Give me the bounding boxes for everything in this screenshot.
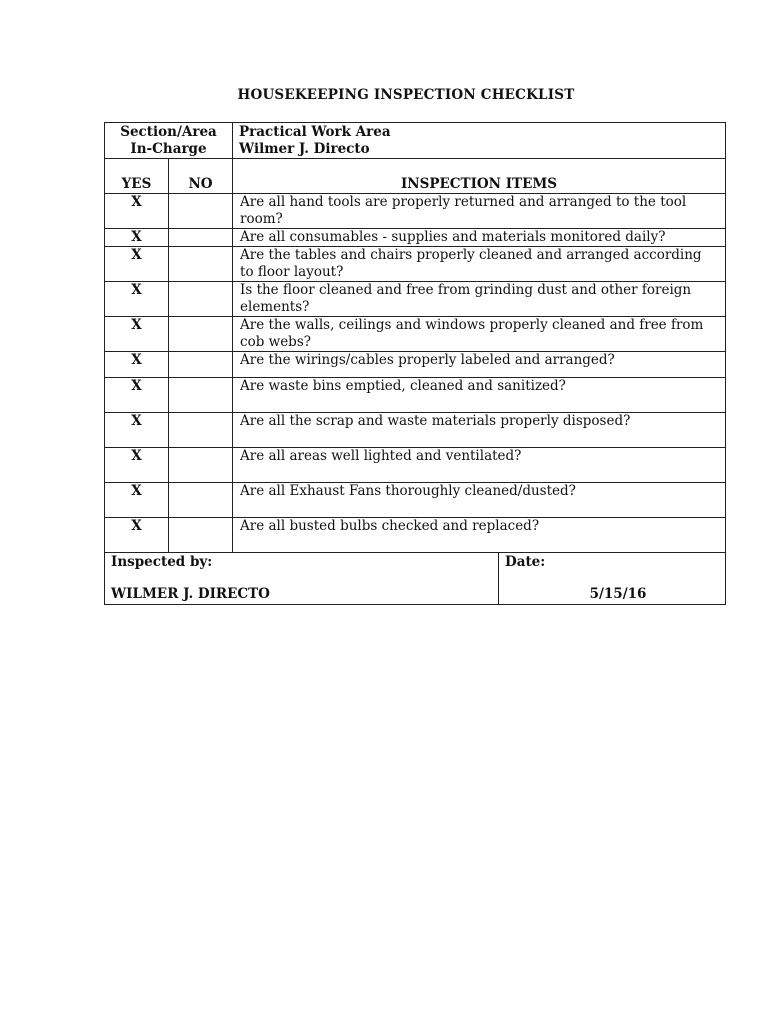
no-mark [169,282,233,317]
table-row [105,194,726,229]
inspection-item-text: Are waste bins emptied, cleaned and sanitized? [233,378,726,413]
inspection-item-text: Are all hand tools are properly returned and arranged to the tool room? [233,194,726,229]
section-area-value: Practical Work Area [239,124,391,140]
yes-mark: X [105,378,169,413]
inspected-by-cell [105,553,499,605]
no-column-header: NO [169,159,233,194]
yes-mark: X [105,247,169,282]
table-row [105,352,726,378]
yes-mark: X [105,483,169,518]
inspection-item-text: Is the floor cleaned and free from grinding dust and other foreign elements? [233,282,726,317]
no-mark [169,378,233,413]
inspection-item-text: Are all areas well lighted and ventilated? [233,448,726,483]
yes-mark: X [105,413,169,448]
table-row [105,247,726,282]
table-row [105,282,726,317]
in-charge-label: In-Charge [130,141,207,157]
table-row [105,229,726,247]
yes-mark: X [105,229,169,247]
no-mark [169,317,233,352]
no-mark [169,518,233,553]
yes-mark: X [105,518,169,553]
inspection-items [105,194,726,553]
table-row [105,378,726,413]
no-mark [169,448,233,483]
no-mark [169,229,233,247]
inspection-item-text: Are all Exhaust Fans thoroughly cleaned/dusted? [233,483,726,518]
inspection-item-text: Are the tables and chairs properly cleaned and arranged according to floor layout? [233,247,726,282]
inspected-by-label: Inspected by: [111,554,213,570]
column-header-row [105,159,726,194]
in-charge-value: Wilmer J. Directo [239,141,370,157]
table-row [105,448,726,483]
checklist-table [104,122,726,605]
page-title: HOUSEKEEPING INSPECTION CHECKLIST [237,87,575,103]
no-mark [169,483,233,518]
table-row [105,483,726,518]
no-mark [169,413,233,448]
yes-mark: X [105,448,169,483]
yes-mark: X [105,317,169,352]
inspector-name: WILMER J. DIRECTO [111,586,270,602]
yes-mark: X [105,282,169,317]
section-label-cell [105,123,233,159]
inspection-item-text: Are all consumables - supplies and materials monitored daily? [233,229,726,247]
table-row [105,413,726,448]
date-cell [498,553,725,605]
section-header-row [105,123,726,159]
items-column-header: INSPECTION ITEMS [233,159,726,194]
table-row [105,518,726,553]
inspection-item-text: Are the wirings/cables properly labeled and arranged? [233,352,726,378]
inspection-item-text: Are all busted bulbs checked and replaced? [233,518,726,553]
date-value: 5/15/16 [589,586,647,602]
date-label: Date: [504,554,546,570]
no-mark [169,352,233,378]
yes-column-header: YES [105,159,169,194]
yes-mark: X [105,352,169,378]
table-row [105,317,726,352]
inspection-item-text: Are the walls, ceilings and windows properly cleaned and free from cob webs? [233,317,726,352]
section-value-cell [233,123,726,159]
no-mark [169,194,233,229]
yes-mark: X [105,194,169,229]
no-mark [169,247,233,282]
section-area-label: Section/Area [120,124,217,140]
inspection-item-text: Are all the scrap and waste materials properly disposed? [233,413,726,448]
footer-row [105,553,726,605]
